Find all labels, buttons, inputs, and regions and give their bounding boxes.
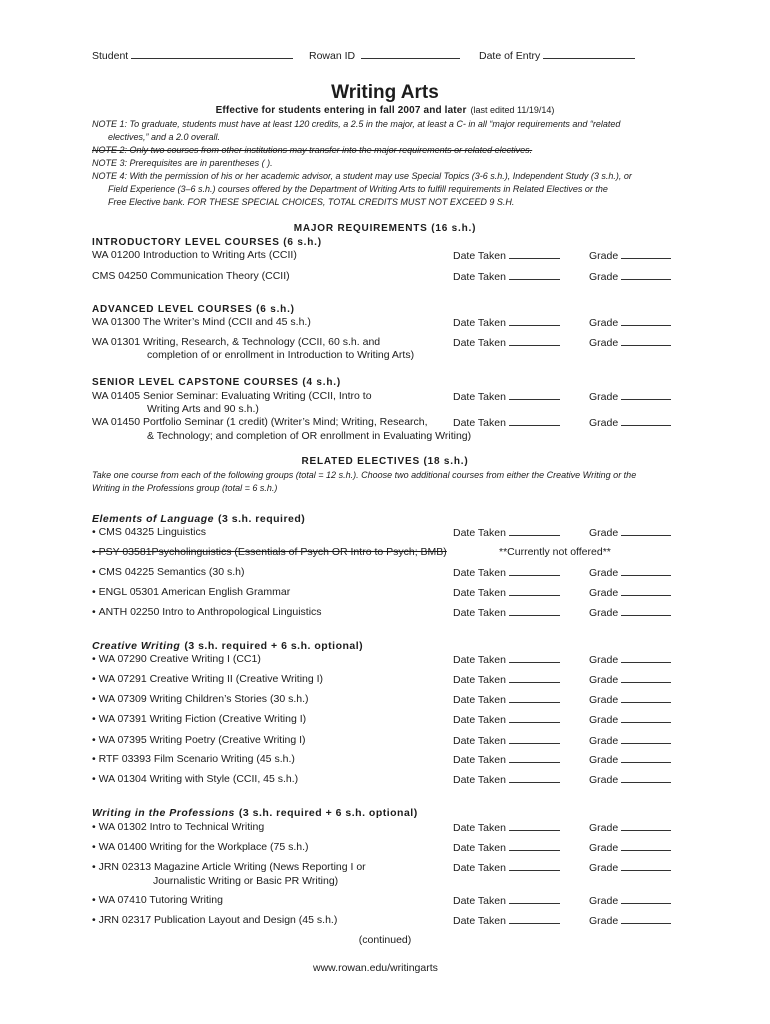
grade bbox=[589, 586, 671, 600]
course-row bbox=[0, 821, 770, 834]
date-taken bbox=[453, 753, 560, 767]
date-taken-input[interactable] bbox=[509, 336, 560, 346]
course-name-continued: completion of or enrollment in Introduction to Writing Arts) bbox=[147, 349, 415, 361]
course-name-continued: & Technology; and completion of OR enrollment in Evaluating Writing) bbox=[147, 430, 472, 442]
grade-label: Grade bbox=[589, 714, 619, 726]
group-requirement: (3 s.h. required + 6 s.h. optional) bbox=[184, 640, 364, 652]
date-taken-label: Date Taken bbox=[453, 607, 506, 619]
grade-input[interactable] bbox=[621, 390, 671, 400]
section-heading-introductory: INTRODUCTORY LEVEL COURSES (6 s.h.) bbox=[92, 237, 322, 248]
course-row bbox=[0, 566, 770, 579]
date-taken-input[interactable] bbox=[509, 673, 560, 683]
date-taken bbox=[453, 914, 560, 928]
group-heading-elements-of-language bbox=[92, 513, 305, 526]
grade bbox=[589, 336, 671, 350]
course-row bbox=[0, 773, 770, 786]
date-taken-input[interactable] bbox=[509, 914, 560, 924]
grade bbox=[589, 841, 671, 855]
date-taken bbox=[453, 390, 560, 404]
grade-label: Grade bbox=[589, 587, 619, 599]
date-taken bbox=[453, 734, 560, 748]
course-row bbox=[0, 673, 770, 686]
note-1-continued: electives,” and a 2.0 overall. bbox=[108, 132, 221, 142]
grade bbox=[589, 693, 671, 707]
group-name: Elements of Language bbox=[92, 513, 215, 525]
grade-label: Grade bbox=[589, 391, 619, 403]
grade bbox=[589, 734, 671, 748]
course-name: WA 01301 Writing, Research, & Technology (CCII, 60 s.h. and bbox=[92, 336, 381, 348]
grade bbox=[589, 606, 671, 620]
note-4-continued: Free Elective bank. FOR THESE SPECIAL CHOICES, TOTAL CREDITS MUST NOT EXCEED 9 S.H. bbox=[108, 197, 515, 207]
grade-input[interactable] bbox=[621, 693, 671, 703]
course-name: • RTF 03393 Film Scenario Writing (45 s.h.) bbox=[92, 753, 295, 766]
grade-label: Grade bbox=[589, 317, 619, 329]
course-row bbox=[0, 653, 770, 666]
grade-input[interactable] bbox=[621, 606, 671, 616]
grade-input[interactable] bbox=[621, 270, 671, 280]
student-label: Student bbox=[92, 50, 129, 62]
grade-input[interactable] bbox=[621, 566, 671, 576]
date-taken bbox=[453, 316, 560, 330]
related-instructions-continued: Writing in the Professions group (total = 6 s.h.) bbox=[92, 483, 278, 493]
course-name: • JRN 02317 Publication Layout and Design (45 s.h.) bbox=[92, 914, 337, 927]
rowan-id-input[interactable] bbox=[361, 49, 460, 59]
date-taken bbox=[453, 861, 560, 875]
course-name: WA 01300 The Writer’s Mind (CCII and 45 s.h.) bbox=[92, 316, 311, 328]
course-row bbox=[0, 753, 770, 766]
course-row bbox=[0, 713, 770, 726]
date-taken-label: Date Taken bbox=[453, 674, 506, 686]
date-taken-label: Date Taken bbox=[453, 842, 506, 854]
date-taken-input[interactable] bbox=[509, 586, 560, 596]
grade-input[interactable] bbox=[621, 249, 671, 259]
course-name: • WA 01302 Intro to Technical Writing bbox=[92, 821, 264, 834]
not-offered-status: **Currently not offered** bbox=[499, 546, 611, 558]
course-row bbox=[0, 316, 770, 329]
course-name: • WA 07309 Writing Children’s Stories (30 s.h.) bbox=[92, 693, 309, 706]
grade-label: Grade bbox=[589, 895, 619, 907]
date-taken bbox=[453, 653, 560, 667]
date-taken-input[interactable] bbox=[509, 841, 560, 851]
grade bbox=[589, 753, 671, 767]
date-taken-label: Date Taken bbox=[453, 250, 506, 262]
date-taken-label: Date Taken bbox=[453, 895, 506, 907]
group-heading-writing-in-the-professions bbox=[92, 807, 418, 820]
date-taken-input[interactable] bbox=[509, 653, 560, 663]
grade-label: Grade bbox=[589, 694, 619, 706]
date-taken-input[interactable] bbox=[509, 894, 560, 904]
grade bbox=[589, 861, 671, 875]
date-taken-label: Date Taken bbox=[453, 317, 506, 329]
date-taken bbox=[453, 673, 560, 687]
grade-input[interactable] bbox=[621, 713, 671, 723]
course-name: • ENGL 05301 American English Grammar bbox=[92, 586, 290, 599]
grade-input[interactable] bbox=[621, 914, 671, 924]
date-taken-input[interactable] bbox=[509, 249, 560, 259]
grade-label: Grade bbox=[589, 674, 619, 686]
grade-input[interactable] bbox=[621, 526, 671, 536]
course-row bbox=[0, 841, 770, 854]
course-row bbox=[0, 390, 770, 403]
group-requirement: (3 s.h. required) bbox=[218, 513, 306, 525]
course-name: • PSY 03581Psycholinguistics (Essentials of Psych OR Intro to Psych; BMB) bbox=[92, 546, 447, 559]
date-taken-input[interactable] bbox=[509, 390, 560, 400]
grade bbox=[589, 914, 671, 928]
grade-label: Grade bbox=[589, 862, 619, 874]
grade-label: Grade bbox=[589, 417, 619, 429]
date-taken-input[interactable] bbox=[509, 416, 560, 426]
grade bbox=[589, 416, 671, 430]
course-name: WA 01450 Portfolio Seminar (1 credit) (Writer’s Mind; Writing, Research, bbox=[92, 416, 428, 428]
date-taken-label: Date Taken bbox=[453, 587, 506, 599]
date-taken-input[interactable] bbox=[509, 316, 560, 326]
note-3: NOTE 3: Prerequisites are in parentheses ( ). bbox=[92, 158, 273, 168]
course-name: • WA 07391 Writing Fiction (Creative Writing I) bbox=[92, 713, 306, 726]
date-taken bbox=[453, 526, 560, 540]
grade-label: Grade bbox=[589, 250, 619, 262]
group-name: Writing in the Professions bbox=[92, 807, 235, 819]
date-of-entry-input[interactable] bbox=[543, 49, 635, 59]
date-taken-label: Date Taken bbox=[453, 694, 506, 706]
grade bbox=[589, 673, 671, 687]
grade-label: Grade bbox=[589, 735, 619, 747]
rowan-id-field bbox=[309, 49, 460, 63]
course-name: • JRN 02313 Magazine Article Writing (News Reporting I or bbox=[92, 861, 366, 874]
course-row bbox=[0, 336, 770, 349]
grade-label: Grade bbox=[589, 754, 619, 766]
course-name: • WA 01400 Writing for the Workplace (75 s.h.) bbox=[92, 841, 309, 854]
grade-label: Grade bbox=[589, 271, 619, 283]
course-name: • ANTH 02250 Intro to Anthropological Linguistics bbox=[92, 606, 322, 619]
grade-label: Grade bbox=[589, 822, 619, 834]
grade-label: Grade bbox=[589, 527, 619, 539]
grade-input[interactable] bbox=[621, 316, 671, 326]
grade bbox=[589, 773, 671, 787]
effective-statement: Effective for students entering in fall 2007 and later bbox=[215, 105, 467, 116]
date-taken-input[interactable] bbox=[509, 270, 560, 280]
grade-input[interactable] bbox=[621, 753, 671, 763]
date-taken-label: Date Taken bbox=[453, 714, 506, 726]
course-name: • CMS 04325 Linguistics bbox=[92, 526, 206, 539]
group-requirement: (3 s.h. required + 6 s.h. optional) bbox=[238, 807, 418, 819]
date-taken-label: Date Taken bbox=[453, 337, 506, 349]
grade-label: Grade bbox=[589, 567, 619, 579]
course-name: • WA 07410 Tutoring Writing bbox=[92, 894, 223, 907]
date-taken bbox=[453, 249, 560, 263]
course-name-continued: Journalistic Writing or Basic PR Writing) bbox=[153, 875, 339, 887]
grade-input[interactable] bbox=[621, 416, 671, 426]
page-title: Writing Arts bbox=[331, 82, 439, 103]
date-taken-input[interactable] bbox=[509, 526, 560, 536]
grade bbox=[589, 713, 671, 727]
related-electives-heading: RELATED ELECTIVES (18 s.h.) bbox=[301, 456, 469, 467]
date-taken-label: Date Taken bbox=[453, 862, 506, 874]
grade-label: Grade bbox=[589, 654, 619, 666]
course-name: CMS 04250 Communication Theory (CCII) bbox=[92, 270, 290, 282]
note-4-continued: Field Experience (3–6 s.h.) courses offered by the Department of Writing Arts to fulfill requirements in Related Electives or the bbox=[108, 184, 608, 194]
date-taken bbox=[453, 773, 560, 787]
student-info-line bbox=[0, 49, 770, 62]
course-name: • WA 07291 Creative Writing II (Creative Writing I) bbox=[92, 673, 323, 686]
grade-label: Grade bbox=[589, 915, 619, 927]
grade-input[interactable] bbox=[621, 821, 671, 831]
date-taken bbox=[453, 270, 560, 284]
grade-input[interactable] bbox=[621, 773, 671, 783]
date-taken-label: Date Taken bbox=[453, 735, 506, 747]
grade bbox=[589, 526, 671, 540]
date-taken bbox=[453, 713, 560, 727]
date-taken-label: Date Taken bbox=[453, 915, 506, 927]
grade-input[interactable] bbox=[621, 861, 671, 871]
course-row bbox=[0, 894, 770, 907]
course-row bbox=[0, 606, 770, 619]
student-input[interactable] bbox=[131, 49, 293, 59]
date-taken-label: Date Taken bbox=[453, 754, 506, 766]
subtitle bbox=[0, 104, 770, 117]
rowan-id-label: Rowan ID bbox=[309, 50, 356, 62]
course-row bbox=[0, 861, 770, 874]
date-taken-input[interactable] bbox=[509, 734, 560, 744]
note-1: NOTE 1: To graduate, students must have at least 120 credits, a 2.5 in the major, at least a C- in all “major requirements and “related bbox=[92, 119, 621, 129]
grade-label: Grade bbox=[589, 842, 619, 854]
course-row bbox=[0, 416, 770, 429]
date-taken-input[interactable] bbox=[509, 566, 560, 576]
date-taken bbox=[453, 841, 560, 855]
grade-input[interactable] bbox=[621, 841, 671, 851]
group-name: Creative Writing bbox=[92, 640, 181, 652]
course-row bbox=[0, 586, 770, 599]
grade-input[interactable] bbox=[621, 894, 671, 904]
grade bbox=[589, 821, 671, 835]
date-taken-input[interactable] bbox=[509, 753, 560, 763]
section-heading-advanced: ADVANCED LEVEL COURSES (6 s.h.) bbox=[92, 304, 295, 315]
date-taken-input[interactable] bbox=[509, 693, 560, 703]
grade-input[interactable] bbox=[621, 734, 671, 744]
course-row bbox=[0, 526, 770, 539]
date-taken-label: Date Taken bbox=[453, 654, 506, 666]
course-name: WA 01405 Senior Seminar: Evaluating Writing (CCII, Intro to bbox=[92, 390, 372, 402]
course-name: • WA 07395 Writing Poetry (Creative Writing I) bbox=[92, 734, 306, 747]
date-taken-label: Date Taken bbox=[453, 391, 506, 403]
date-taken bbox=[453, 821, 560, 835]
grade bbox=[589, 249, 671, 263]
group-heading-creative-writing bbox=[92, 640, 363, 653]
grade-label: Grade bbox=[589, 607, 619, 619]
course-row bbox=[0, 546, 770, 559]
course-row bbox=[0, 734, 770, 747]
section-heading-senior-capstone: SENIOR LEVEL CAPSTONE COURSES (4 s.h.) bbox=[92, 377, 341, 388]
grade bbox=[589, 316, 671, 330]
course-row bbox=[0, 693, 770, 706]
last-edited-date: (last edited 11/19/14) bbox=[470, 105, 555, 115]
student-field bbox=[92, 49, 293, 63]
date-taken bbox=[453, 566, 560, 580]
date-taken-label: Date Taken bbox=[453, 527, 506, 539]
date-taken-input[interactable] bbox=[509, 773, 560, 783]
continued-label: (continued) bbox=[358, 934, 412, 946]
date-taken-label: Date Taken bbox=[453, 417, 506, 429]
course-name: • WA 01304 Writing with Style (CCII, 45 s.h.) bbox=[92, 773, 298, 786]
course-name: WA 01200 Introduction to Writing Arts (CCII) bbox=[92, 249, 297, 261]
date-taken-input[interactable] bbox=[509, 821, 560, 831]
date-taken bbox=[453, 336, 560, 350]
grade bbox=[589, 566, 671, 580]
grade bbox=[589, 653, 671, 667]
date-taken-label: Date Taken bbox=[453, 271, 506, 283]
footer-url: www.rowan.edu/writingarts bbox=[313, 962, 438, 974]
date-taken bbox=[453, 693, 560, 707]
grade bbox=[589, 390, 671, 404]
date-taken bbox=[453, 606, 560, 620]
major-requirements-heading: MAJOR REQUIREMENTS (16 s.h.) bbox=[293, 223, 477, 234]
note-4: NOTE 4: With the permission of his or her academic advisor, a student may use Special Topics (3-6 s.h.), Independent Study (3 s.h.), or bbox=[92, 171, 632, 181]
date-taken-label: Date Taken bbox=[453, 774, 506, 786]
date-taken-label: Date Taken bbox=[453, 822, 506, 834]
date-of-entry-label: Date of Entry bbox=[479, 50, 541, 62]
related-instructions: Take one course from each of the following groups (total = 12 s.h.). Choose two additional courses from either the Creative Writing or the bbox=[92, 470, 637, 480]
grade-label: Grade bbox=[589, 337, 619, 349]
grade bbox=[589, 894, 671, 908]
date-taken-input[interactable] bbox=[509, 713, 560, 723]
course-row bbox=[0, 249, 770, 262]
date-taken-input[interactable] bbox=[509, 861, 560, 871]
course-name-continued: Writing Arts and 90 s.h.) bbox=[147, 403, 259, 415]
grade-label: Grade bbox=[589, 774, 619, 786]
date-taken bbox=[453, 894, 560, 908]
grade-input[interactable] bbox=[621, 586, 671, 596]
date-taken bbox=[453, 416, 560, 430]
date-taken bbox=[453, 586, 560, 600]
date-taken-input[interactable] bbox=[509, 606, 560, 616]
date-taken-label: Date Taken bbox=[453, 567, 506, 579]
grade-input[interactable] bbox=[621, 336, 671, 346]
grade-input[interactable] bbox=[621, 673, 671, 683]
grade bbox=[589, 270, 671, 284]
grade-input[interactable] bbox=[621, 653, 671, 663]
note-2: NOTE 2: Only two courses from other institutions may transfer into the major requirements or related electives. bbox=[92, 145, 533, 155]
course-row bbox=[0, 270, 770, 283]
course-row bbox=[0, 914, 770, 927]
date-of-entry-field bbox=[479, 49, 635, 63]
course-name: • WA 07290 Creative Writing I (CC1) bbox=[92, 653, 261, 666]
course-name: • CMS 04225 Semantics (30 s.h) bbox=[92, 566, 245, 579]
